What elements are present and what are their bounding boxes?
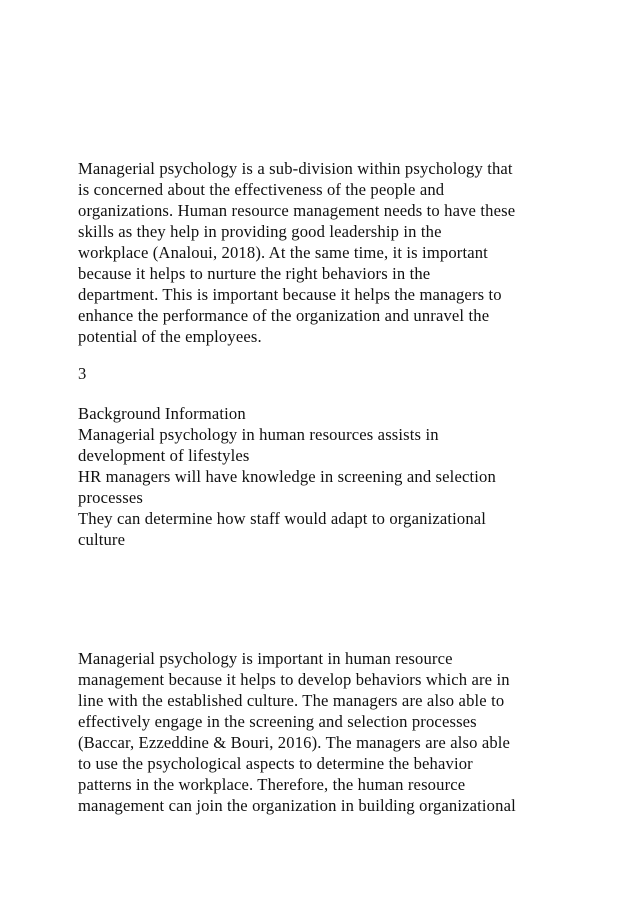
text-line: management because it helps to develop behaviors which are in [78,670,510,689]
text-line: patterns in the workplace. Therefore, the human resource [78,775,466,794]
text-line: Managerial psychology is a sub-division within psychology that [78,159,513,178]
slide-line: Managerial psychology in human resources assists in [78,425,439,444]
slide-title: Background Information [78,404,246,423]
text-line: potential of the employees. [78,327,262,346]
text-line: management can join the organization in building organizational [78,796,516,815]
text-line: Managerial psychology is important in human resource [78,649,453,668]
text-line: to use the psychological aspects to determine the behavior [78,754,473,773]
text-line: enhance the performance of the organization and unravel the [78,306,490,325]
slide-number: 3 [78,364,87,383]
text-line: department. This is important because it helps the managers to [78,285,502,304]
slide-line: HR managers will have knowledge in screening and selection [78,467,496,486]
text-line: line with the established culture. The managers are also able to [78,691,505,710]
text-line: (Baccar, Ezzeddine & Bouri, 2016). The managers are also able [78,733,511,752]
text-line: is concerned about the effectiveness of the people and [78,180,445,199]
slide-line: development of lifestyles [78,446,250,465]
text-line: workplace (Analoui, 2018). At the same time, it is important [78,243,488,262]
slide-line: processes [78,488,143,507]
text-line: organizations. Human resource management needs to have these [78,201,516,220]
slide-line: culture [78,530,126,549]
text-line: because it helps to nurture the right behaviors in the [78,264,431,283]
text-line: skills as they help in providing good leadership in the [78,222,442,241]
text-line: effectively engage in the screening and selection processes [78,712,477,731]
slide-line: They can determine how staff would adapt to organizational [78,509,487,528]
